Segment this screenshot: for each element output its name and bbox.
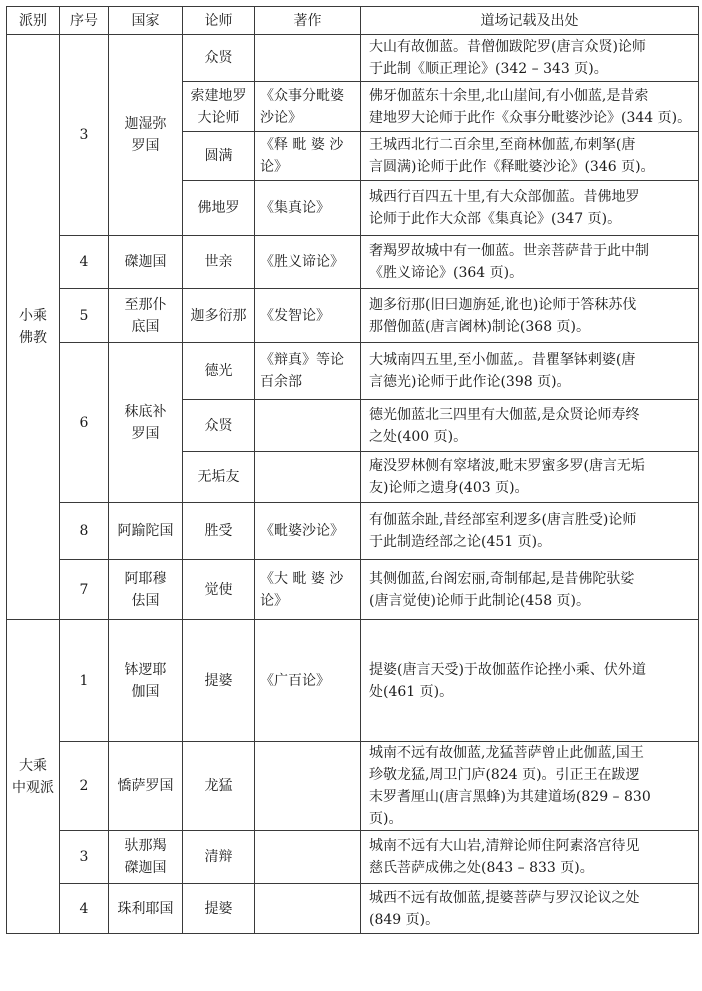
work-cell — [255, 452, 361, 503]
work-line: 《发智论》 — [260, 307, 330, 324]
header-sect: 派别 — [7, 7, 60, 35]
table-row — [7, 236, 699, 289]
master-cell — [183, 884, 255, 934]
record-line: 城西行百四五十里,有大众部伽蓝。昔佛地罗 — [369, 189, 640, 205]
work-line: 《释 毗 婆 沙 — [260, 137, 344, 153]
record-line: 城西不远有故伽蓝,提婆菩萨与罗汉论议之处 — [369, 889, 640, 906]
number-cell: 8 — [60, 503, 109, 560]
work-cell — [255, 831, 361, 884]
record-cell — [361, 560, 699, 620]
master-line: 大论师 — [197, 109, 240, 126]
master-line: 圆满 — [204, 148, 233, 164]
work-line: 论》 — [260, 592, 288, 609]
country-cell — [109, 620, 183, 742]
country-line: 迦湿弥 — [124, 116, 167, 132]
work-cell — [255, 236, 361, 289]
country-line: 伽国 — [131, 683, 160, 700]
record-line: 珍敬龙猛,周卫门庐(824 页)。引正王在跋逻 — [369, 767, 640, 783]
record-line: 论师于此作大众部《集真论》(347 页)。 — [369, 211, 622, 227]
table-row — [7, 831, 699, 884]
work-line: 《辩真》等论 — [260, 352, 344, 368]
master-cell — [183, 132, 255, 181]
master-cell — [183, 560, 255, 620]
record-line: 《胜义谛论》(364 页)。 — [369, 265, 524, 281]
sect-cell — [7, 35, 60, 620]
record-cell — [361, 503, 699, 560]
record-cell — [361, 35, 699, 82]
country-line: 阿耶穆 — [124, 570, 167, 587]
master-line: 无垢友 — [197, 469, 240, 485]
record-cell — [361, 82, 699, 132]
number-cell: 3 — [60, 35, 109, 236]
record-line: 末罗耆厘山(唐言黑蜂)为其建道场(829 – 830 — [369, 789, 651, 805]
master-line: 觉使 — [204, 581, 233, 598]
work-cell — [255, 82, 361, 132]
country-line: 驮那羯 — [124, 838, 167, 854]
record-line: 城南不远有大山岩,清辩论师住阿素洛宫待见 — [369, 838, 640, 854]
work-line: 《广百论》 — [260, 672, 330, 689]
sect-label: 大乘 — [19, 757, 47, 774]
table-row — [7, 343, 699, 400]
record-cell — [361, 236, 699, 289]
country-cell — [109, 343, 183, 503]
number-cell: 4 — [60, 236, 109, 289]
sect-label: 中观派 — [12, 779, 54, 796]
table-row — [7, 884, 699, 934]
record-cell — [361, 452, 699, 503]
country-line: 秣底补 — [124, 403, 167, 420]
table-row — [7, 35, 699, 82]
work-cell — [255, 35, 361, 82]
country-line: 阿踰陀国 — [117, 523, 174, 539]
work-cell — [255, 884, 361, 934]
table-body — [7, 35, 699, 934]
table-row — [7, 742, 699, 831]
header-row — [7, 7, 699, 35]
header-master: 论师 — [183, 7, 255, 35]
record-line: 建地罗大论师于此作《众事分毗婆沙论》(344 页)。 — [369, 109, 692, 126]
country-cell — [109, 560, 183, 620]
country-cell — [109, 884, 183, 934]
master-line: 清辩 — [204, 849, 233, 865]
master-cell — [183, 742, 255, 831]
country-cell — [109, 503, 183, 560]
header-number: 序号 — [60, 7, 109, 35]
country-line: 底国 — [131, 318, 160, 335]
master-line: 众贤 — [204, 417, 233, 434]
record-cell — [361, 132, 699, 181]
country-line: 钵逻耶 — [124, 661, 167, 678]
master-line: 世亲 — [204, 254, 233, 270]
record-line: 页)。 — [369, 811, 403, 827]
record-line: 大山有故伽蓝。昔僧伽跋陀罗(唐言众贤)论师 — [369, 39, 646, 55]
work-cell — [255, 620, 361, 742]
master-cell — [183, 452, 255, 503]
record-line: 有伽蓝余趾,昔经部室利逻多(唐言胜受)论师 — [369, 512, 637, 528]
record-cell — [361, 289, 699, 343]
master-cell — [183, 181, 255, 236]
table-row — [7, 560, 699, 620]
country-line: 珠利耶国 — [117, 900, 174, 917]
country-line: 磔迦国 — [124, 254, 167, 270]
country-line: 至那仆 — [124, 296, 167, 313]
work-line: 《集真论》 — [260, 200, 330, 216]
master-line: 提婆 — [204, 672, 233, 689]
work-cell — [255, 289, 361, 343]
number-cell: 5 — [60, 289, 109, 343]
work-cell — [255, 181, 361, 236]
work-cell — [255, 503, 361, 560]
header-country: 国家 — [109, 7, 183, 35]
record-line: 奢羯罗故城中有一伽蓝。世亲菩萨昔于此中制 — [369, 243, 649, 259]
master-cell — [183, 400, 255, 452]
work-line: 论》 — [260, 159, 288, 175]
number-cell: 1 — [60, 620, 109, 742]
number-cell: 4 — [60, 884, 109, 934]
record-cell — [361, 620, 699, 742]
master-cell — [183, 343, 255, 400]
country-cell — [109, 831, 183, 884]
master-cell — [183, 620, 255, 742]
master-cell — [183, 35, 255, 82]
work-line: 《毗婆沙论》 — [260, 523, 344, 539]
master-line: 胜受 — [204, 523, 233, 539]
record-cell — [361, 343, 699, 400]
master-line: 佛地罗 — [197, 200, 240, 216]
work-line: 《大 毗 婆 沙 — [260, 570, 344, 587]
table-row — [7, 503, 699, 560]
work-line: 百余部 — [260, 374, 302, 390]
record-cell — [361, 742, 699, 831]
work-cell — [255, 132, 361, 181]
table-row — [7, 620, 699, 742]
record-line: 于此制造经部之论(451 页)。 — [369, 534, 552, 550]
work-line: 沙论》 — [260, 109, 302, 126]
country-line: 罗国 — [131, 425, 160, 442]
header-record: 道场记载及出处 — [361, 7, 699, 35]
table-row — [7, 289, 699, 343]
record-line: 王城西北行二百余里,至商林伽蓝,布剌拏(唐 — [369, 137, 636, 153]
sect-cell — [7, 620, 60, 934]
record-cell — [361, 181, 699, 236]
master-line: 迦多衍那 — [190, 307, 247, 324]
number-cell: 6 — [60, 343, 109, 503]
record-cell — [361, 884, 699, 934]
record-line: 那僧伽蓝(唐言阇林)制论(368 页)。 — [369, 318, 591, 335]
number-cell: 2 — [60, 742, 109, 831]
number-cell: 7 — [60, 560, 109, 620]
record-line: 于此制《顺正理论》(342 – 343 页)。 — [369, 61, 608, 77]
country-line: 佉国 — [131, 592, 160, 609]
sect-masters-table — [6, 6, 699, 934]
master-line: 提婆 — [204, 900, 233, 917]
country-line: 憍萨罗国 — [117, 778, 174, 794]
record-line: 城南不远有故伽蓝,龙猛菩萨曾止此伽蓝,国王 — [369, 745, 644, 761]
master-cell — [183, 82, 255, 132]
record-line: 处(461 页)。 — [369, 683, 454, 700]
record-cell — [361, 400, 699, 452]
number-cell: 3 — [60, 831, 109, 884]
record-line: 之处(400 页)。 — [369, 428, 468, 445]
country-cell — [109, 289, 183, 343]
country-line: 罗国 — [131, 138, 160, 154]
country-line: 磔迦国 — [124, 860, 167, 876]
record-line: 大城南四五里,至小伽蓝,。昔瞿拏钵剌婆(唐 — [369, 352, 636, 368]
record-line: 德光伽蓝北三四里有大伽蓝,是众贤论师寿终 — [369, 406, 640, 423]
work-line: 《胜义谛论》 — [260, 254, 344, 270]
country-cell — [109, 236, 183, 289]
master-cell — [183, 503, 255, 560]
master-line: 索建地罗 — [190, 87, 247, 104]
record-line: 庵没罗林侧有窣堵波,毗末罗蜜多罗(唐言无垢 — [369, 458, 645, 474]
record-line: (849 页)。 — [369, 911, 440, 928]
master-cell — [183, 289, 255, 343]
master-cell — [183, 831, 255, 884]
record-line: 慈氏菩萨成佛之处(843 – 833 页)。 — [369, 860, 594, 876]
record-line: 迦多衍那(旧曰迦旃延,讹也)论师于答秣苏伐 — [369, 296, 637, 313]
master-line: 众贤 — [204, 50, 233, 66]
work-cell — [255, 400, 361, 452]
record-line: 友)论师之遗身(403 页)。 — [369, 480, 529, 496]
work-cell — [255, 343, 361, 400]
country-cell — [109, 742, 183, 831]
header-work: 著作 — [255, 7, 361, 35]
sect-label: 佛教 — [19, 330, 47, 346]
work-line: 《众事分毗婆 — [260, 87, 344, 104]
master-line: 德光 — [204, 363, 233, 379]
sect-label: 小乘 — [19, 308, 47, 324]
master-cell — [183, 236, 255, 289]
record-line: 言德光)论师于此作论(398 页)。 — [369, 374, 571, 390]
work-cell — [255, 742, 361, 831]
work-cell — [255, 560, 361, 620]
record-line: (唐言觉使)论师于此制论(458 页)。 — [369, 592, 591, 609]
master-line: 龙猛 — [204, 778, 233, 794]
country-cell — [109, 35, 183, 236]
record-line: 提婆(唐言天受)于故伽蓝作论挫小乘、伏外道 — [369, 661, 646, 678]
record-line: 其侧伽蓝,台阁宏丽,奇制郁起,是昔佛陀驮娑 — [369, 570, 635, 587]
record-line: 佛牙伽蓝东十余里,北山崖间,有小伽蓝,是昔索 — [369, 87, 649, 104]
record-line: 言圆满)论师于此作《释毗婆沙论》(346 页)。 — [369, 159, 655, 175]
record-cell — [361, 831, 699, 884]
